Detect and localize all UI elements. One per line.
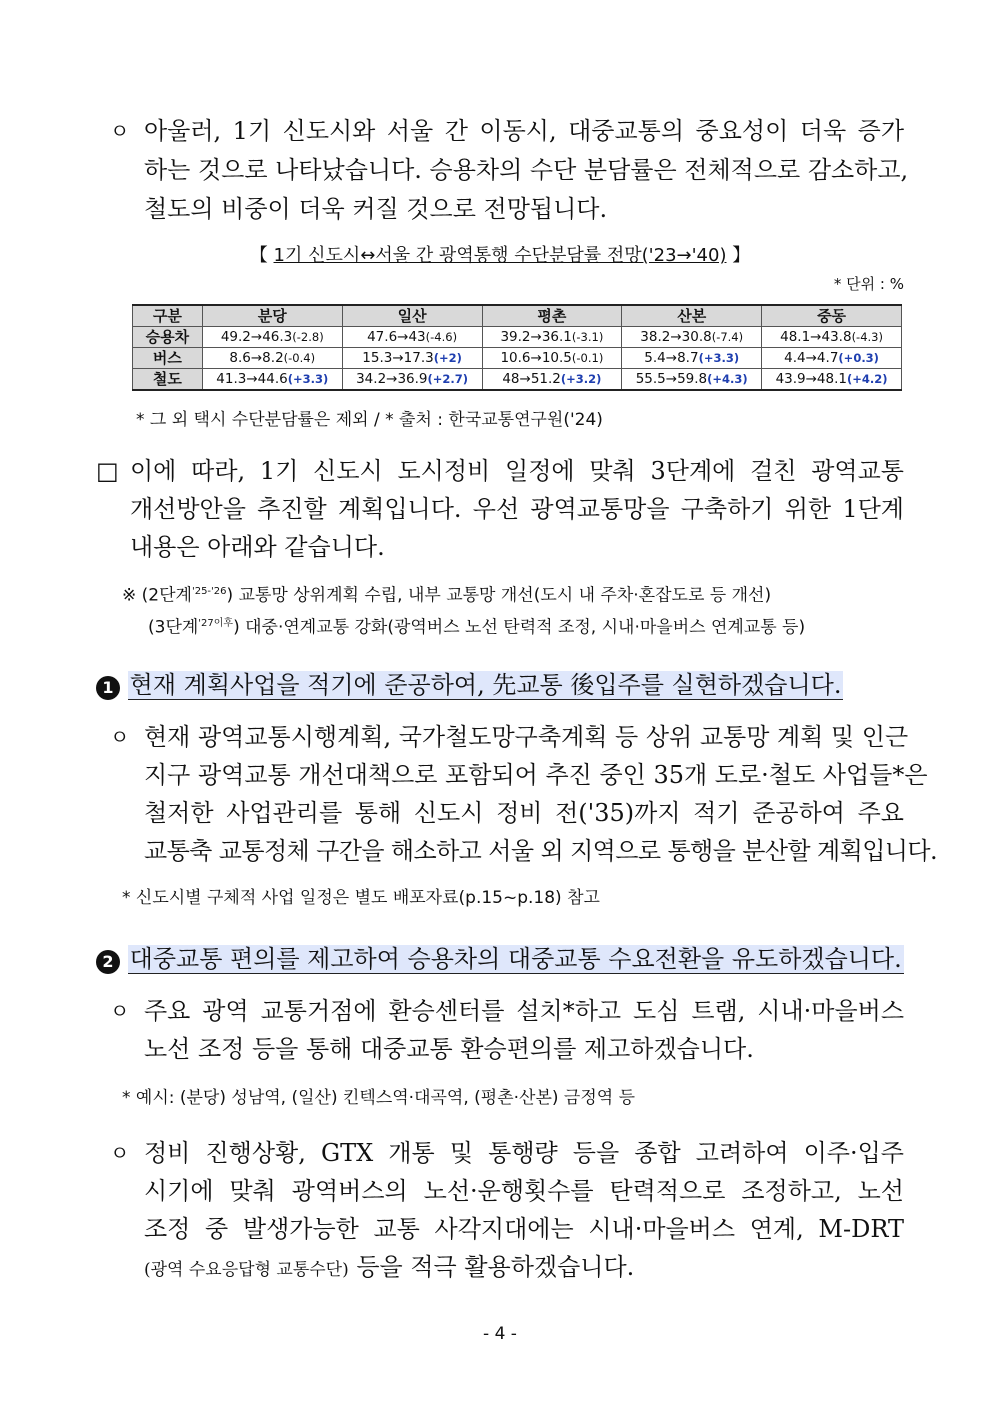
para3-small-text: (광역 수요응답형 교통수단)	[144, 1260, 349, 1280]
table-cell	[482, 348, 622, 369]
heading-1	[96, 670, 843, 700]
cell-delta: (+3.3)	[287, 371, 329, 386]
row-label: 버스	[133, 348, 203, 369]
page-number: - 4 -	[483, 1324, 517, 1344]
intro-line-1: 아울러, 1기 신도시와 서울 간 이동시, 대중교통의 중요성이 더욱 증가	[144, 117, 904, 145]
cell-value: 39.2→36.1	[500, 328, 572, 345]
para2-note: * 예시: (분당) 성남역, (일산) 킨텍스역·대곡역, (평촌·산본) 금정역 등	[122, 1088, 635, 1108]
para1-line-4: 교통축 교통정체 구간을 해소하고 서울 외 지역으로 통행을 분산할 계획입니다.	[144, 837, 937, 865]
section-line-3: 내용은 아래와 같습니다.	[130, 533, 385, 561]
cell-value: 8.6→8.2	[229, 349, 284, 366]
cell-value: 49.2→46.3	[220, 328, 293, 345]
square-marker: □	[96, 457, 119, 485]
cell-delta: (+3.2)	[560, 371, 602, 386]
para2-line-1: 주요 광역 교통거점에 환승센터를 설치*하고 도심 트램, 시내·마을버스	[144, 997, 904, 1025]
para1-line-1: 현재 광역교통시행계획, 국가철도망구축계획 등 상위 교통망 계획 및 인근	[144, 723, 909, 751]
heading-2-text: 대중교통 편의를 제고하여 승용차의 대중교통 수요전환을 유도하겠습니다.	[129, 945, 902, 973]
header-bundang: 분당	[202, 305, 342, 327]
table-cell	[762, 348, 902, 369]
cell-delta: (+2)	[433, 350, 462, 365]
table-cell	[622, 369, 762, 391]
table-row	[133, 348, 902, 369]
section-line-1: 이에 따라, 1기 신도시 도시정비 일정에 맞춰 3단계에 걸친 광역교통	[130, 457, 904, 485]
heading-1-text: 현재 계획사업을 적기에 준공하여, 先교통 後입주를 실현하겠습니다.	[129, 671, 842, 699]
table-footnote: * 그 외 택시 수단분담률은 제외 / * 출처 : 한국교통연구원('24)	[136, 410, 603, 430]
modal-share-table	[132, 304, 902, 391]
table-cell	[342, 327, 482, 348]
para3-rest-text: 등을 적극 활용하겠습니다.	[348, 1253, 635, 1281]
table-row	[133, 327, 902, 348]
table-caption: 【 1기 신도시↔서울 간 광역통행 수단분담률 전망('23→'40) 】	[249, 245, 751, 266]
table-cell	[482, 369, 622, 391]
table-header-row	[133, 305, 902, 327]
para1-line-2: 지구 광역교통 개선대책으로 포함되어 추진 중인 35개 도로·철도 사업들*은	[144, 761, 928, 789]
number-2-icon: 2	[96, 950, 120, 974]
cell-delta: (+4.3)	[707, 371, 748, 386]
cell-value: 5.4→8.7	[644, 349, 699, 366]
cell-value: 4.4→4.7	[784, 349, 839, 366]
section-line-2: 개선방안을 추진할 계획입니다. 우선 광역교통망을 구축하기 위한 1단계	[130, 495, 904, 523]
table-caption-text: 1기 신도시↔서울 간 광역통행 수단분담률 전망('23→'40)	[273, 245, 727, 266]
cell-delta: (+0.3)	[838, 350, 879, 365]
cell-value: 48.1→43.8	[780, 328, 852, 345]
table-cell	[342, 369, 482, 391]
header-ilsan: 일산	[342, 305, 482, 327]
bullet-circle: ㅇ	[110, 1141, 130, 1165]
para3-line-1: 정비 진행상황, GTX 개통 및 통행량 등을 종합 고려하여 이주·입주	[144, 1139, 904, 1167]
header-jungdong: 중동	[762, 305, 902, 327]
intro-line-3: 철도의 비중이 더욱 커질 것으로 전망됩니다.	[144, 195, 608, 223]
para3-line-2: 시기에 맞춰 광역버스의 노선·운행횟수를 탄력적으로 조정하고, 노선	[144, 1177, 904, 1205]
cell-delta: (-4.3)	[851, 329, 883, 344]
para2-line-2: 노선 조정 등을 통해 대중교통 환승편의를 제고하겠습니다.	[144, 1035, 754, 1063]
cell-delta: (+2.7)	[427, 371, 469, 386]
cell-delta: (-0.4)	[283, 350, 316, 365]
cell-delta: (+3.3)	[698, 350, 740, 365]
table-cell	[342, 348, 482, 369]
para1-note: * 신도시별 구체적 사업 일정은 별도 배포자료(p.15~p.18) 참고	[122, 888, 600, 908]
stage3-note: (3단계$^{'27이후}$) 대중·연계교통 강화(광역버스 노선 탄력적 조정, 시내·마을버스 연계교통 등)	[148, 617, 806, 638]
para3-line-3: 조정 중 발생가능한 교통 사각지대에는 시내·마을버스 연계, M-DRT	[144, 1215, 904, 1243]
cell-delta: (+4.2)	[847, 371, 888, 386]
table-cell	[202, 348, 342, 369]
cell-value: 48→51.2	[502, 370, 561, 387]
cell-value: 41.3→44.6	[216, 370, 288, 387]
row-label: 철도	[133, 369, 203, 391]
para1-line-3: 철저한 사업관리를 통해 신도시 정비 전('35)까지 적기 준공하여 주요	[144, 799, 904, 827]
cell-delta: (-4.6)	[425, 329, 458, 344]
heading-2	[96, 944, 904, 974]
cell-value: 15.3→17.3	[362, 349, 434, 366]
table-cell	[482, 327, 622, 348]
cell-value: 55.5→59.8	[635, 370, 708, 387]
cell-delta: (-7.4)	[711, 329, 744, 344]
cell-value: 10.6→10.5	[500, 349, 572, 366]
header-sanbon: 산본	[622, 305, 762, 327]
para3-line-4	[144, 1252, 634, 1285]
table-unit: * 단위 : %	[833, 275, 904, 293]
bullet-circle: ㅇ	[110, 119, 130, 143]
table-cell	[202, 369, 342, 391]
number-1-icon: 1	[96, 676, 120, 700]
row-label: 승용차	[133, 327, 203, 348]
cell-delta: (-0.1)	[571, 350, 604, 365]
intro-line-2: 하는 것으로 나타났습니다. 승용차의 수단 분담률은 전체적으로 감소하고,	[144, 156, 909, 184]
table-cell	[622, 348, 762, 369]
header-pyeongchon: 평촌	[482, 305, 622, 327]
cell-value: 34.2→36.9	[356, 370, 428, 387]
cell-value: 38.2→30.8	[640, 328, 712, 345]
table-cell	[762, 327, 902, 348]
table-cell	[762, 369, 902, 391]
table-cell	[202, 327, 342, 348]
table-cell	[622, 327, 762, 348]
table-row	[133, 369, 902, 391]
bullet-circle: ㅇ	[110, 999, 130, 1023]
cell-delta: (-2.8)	[292, 329, 324, 344]
cell-value: 43.9→48.1	[775, 370, 847, 387]
header-category: 구분	[133, 305, 203, 327]
bullet-circle: ㅇ	[110, 725, 130, 749]
stage2-note: ※ (2단계$^{'25-'26}$) 교통망 상위계획 수립, 내부 교통망 개선(도시 내 주차·혼잡도로 등 개선)	[122, 585, 772, 606]
cell-delta: (-3.1)	[571, 329, 604, 344]
cell-value: 47.6→43	[367, 328, 426, 345]
